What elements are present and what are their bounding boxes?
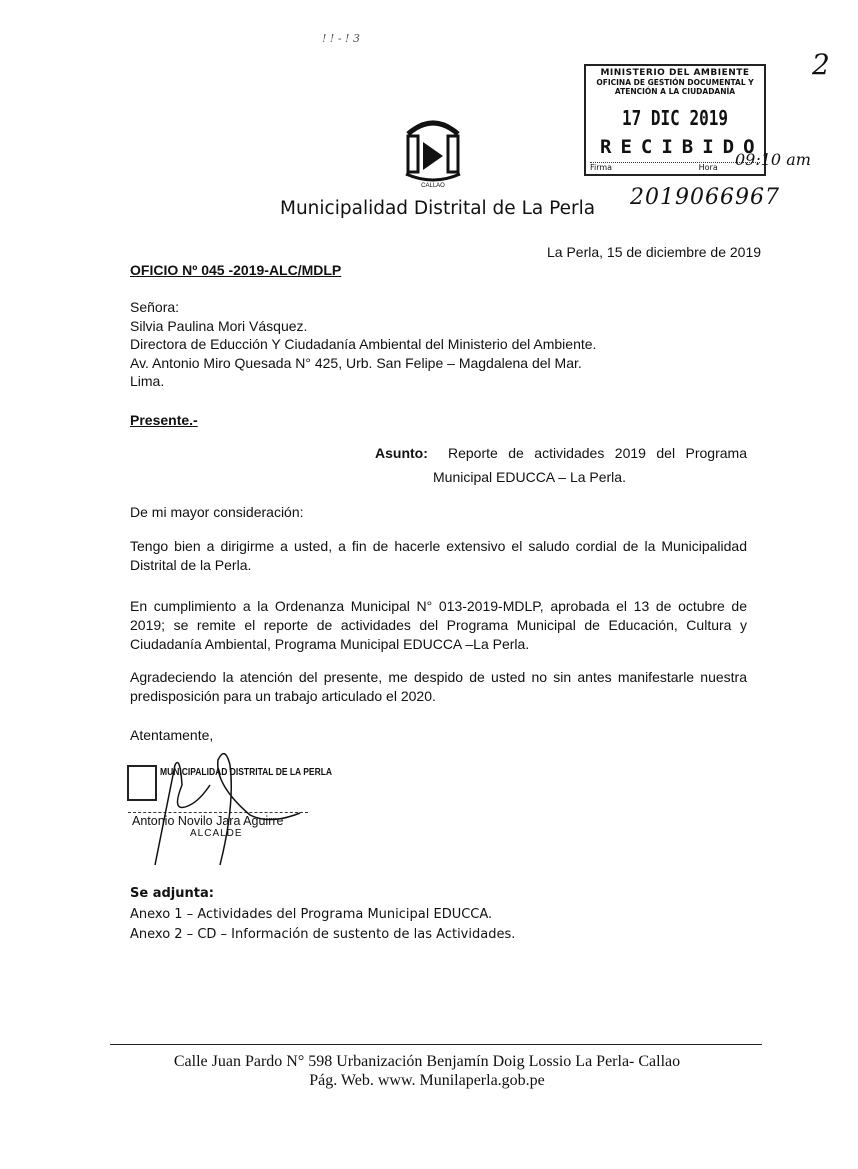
seal-text: MUNICIPALIDAD DISTRITAL DE LA PERLA bbox=[160, 767, 333, 778]
attachments-label: Se adjunta: bbox=[130, 886, 214, 901]
attachment-2: Anexo 2 – CD – Información de sustento de las Actividades. bbox=[130, 927, 516, 942]
stamp-date: 17 DIC 2019 bbox=[622, 106, 728, 130]
asunto-label: Asunto: bbox=[375, 445, 428, 461]
attachment-1: Anexo 1 – Actividades del Programa Municipal EDUCCA. bbox=[130, 907, 493, 922]
place-date: La Perla, 15 de diciembre de 2019 bbox=[547, 244, 762, 260]
closing: Atentamente, bbox=[130, 727, 214, 743]
recipient-name: Silvia Paulina Mori Vásquez. bbox=[130, 317, 308, 334]
stamp-firma-label: Firma bbox=[590, 163, 613, 172]
recipient-block bbox=[130, 298, 596, 391]
footer-divider bbox=[110, 1044, 762, 1045]
stamp-received: RECIBIDO bbox=[600, 136, 764, 158]
handwritten-signature bbox=[140, 745, 310, 870]
footer-web: Pág. Web. www. Munilaperla.gob.pe bbox=[309, 1072, 545, 1089]
document-reference: OFICIO Nº 045 -2019-ALC/MDLP bbox=[130, 262, 342, 278]
paragraph-3: Agradeciendo la atención del presente, me despido de usted no sin antes manifestarle nuestra predisposición para un trabajo articulado el 2020. bbox=[130, 669, 747, 704]
logo-callao: CALLAO bbox=[421, 183, 445, 189]
recipient-position: Directora de Educción Y Ciudadanía Ambiental del Ministerio del Ambiente. bbox=[130, 336, 597, 352]
stamp-line1: MINISTERIO DEL AMBIENTE bbox=[600, 68, 750, 78]
recipient-city: Lima. bbox=[130, 373, 165, 389]
presente: Presente.- bbox=[130, 412, 198, 428]
footer-address: Calle Juan Pardo N° 598 Urbanización Benjamín Doig Lossio La Perla- Callao bbox=[173, 1053, 681, 1070]
municipality-title: Municipalidad Distrital de La Perla bbox=[280, 198, 596, 219]
stamp-line3: ATENCIÓN A LA CIUDADANÍA bbox=[614, 87, 736, 96]
paragraph-1: Tengo bien a dirigirme a usted, a fin de hacerle extensivo el saludo cordial de la Municipalidad Distrital de la Perla. bbox=[130, 538, 747, 573]
municipal-logo bbox=[398, 112, 468, 192]
greeting: De mi mayor consideración: bbox=[130, 504, 304, 520]
recipient-salutation: Señora: bbox=[130, 299, 180, 315]
asunto-line2: Municipal EDUCCA – La Perla. bbox=[433, 469, 626, 485]
asunto-line1: Reporte de actividades 2019 del Programa bbox=[448, 445, 747, 461]
signer-name: Antonio Novilo Jara Aguirre bbox=[132, 814, 284, 828]
top-handwritten-marks: ! ! - ! 3 bbox=[322, 32, 360, 45]
stamp-hora-value: 09:10 am bbox=[735, 150, 811, 169]
stamp-line2: OFICINA DE GESTIÓN DOCUMENTAL Y bbox=[596, 78, 754, 87]
page-number: 2 bbox=[812, 48, 830, 81]
stamp-hora-label: Hora bbox=[698, 163, 718, 172]
signer-title: ALCALDE bbox=[190, 828, 243, 839]
recipient-address: Av. Antonio Miro Quesada N° 425, Urb. San Felipe – Magdalena del Mar. bbox=[130, 354, 582, 371]
registry-number: 2019066967 bbox=[630, 185, 780, 210]
paragraph-2: En cumplimiento a la Ordenanza Municipal N° 013-2019-MDLP, aprobada el 13 de octubre de 2019; se remite el reporte de actividades del Programa Municipal de Educación, Cultura y Ciudadanía Ambiental, Programa Municipal EDUCCA –La Perla. bbox=[130, 598, 747, 652]
